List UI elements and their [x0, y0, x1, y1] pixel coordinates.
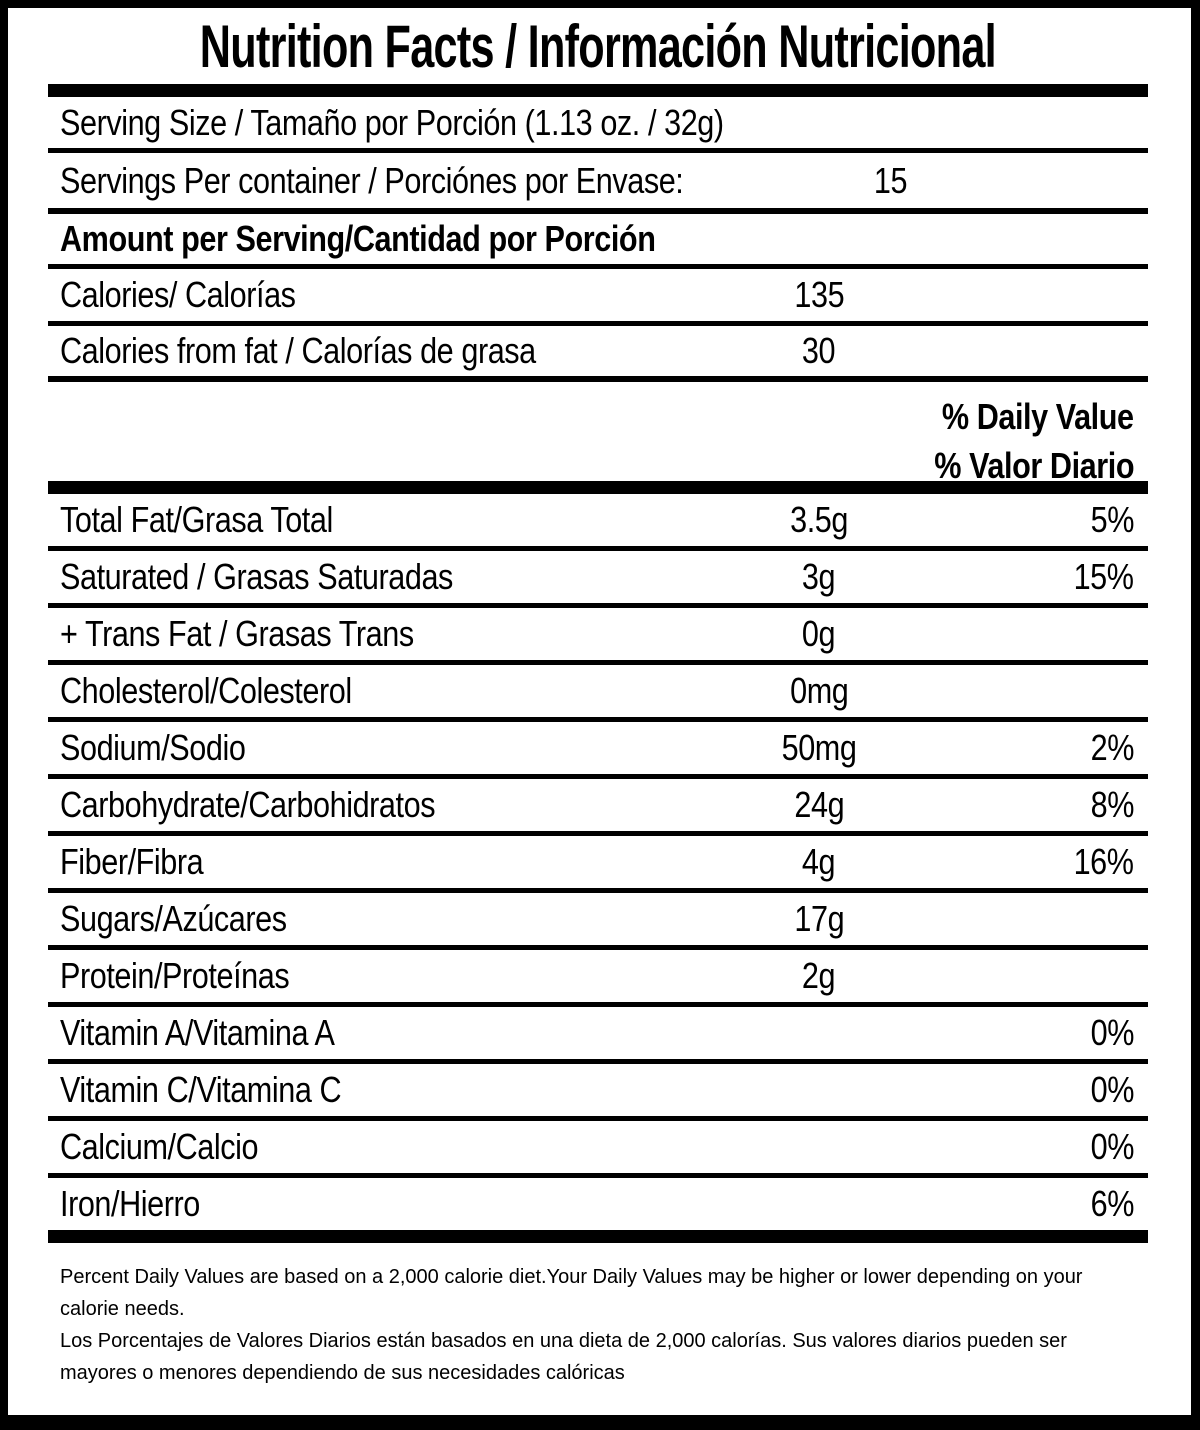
nutrient-label: Sugars/Azúcares: [60, 898, 287, 939]
nutrient-label: Vitamin C/Vitamina C: [60, 1069, 342, 1110]
nutrient-row-sodium: [48, 722, 1148, 779]
calories-from-fat-value-cell: [694, 330, 944, 372]
daily-value-header-es-line: [48, 441, 1134, 490]
nutrient-row-saturated-fat: [48, 551, 1148, 608]
nutrient-amount: 17g: [794, 898, 844, 939]
calories-label-cell: [48, 274, 694, 316]
servings-per-container-label: Servings Per container / Porciónes por Envase:: [60, 159, 684, 201]
serving-size-cell: [48, 102, 1148, 144]
nutrient-row-calcium: [48, 1121, 1148, 1178]
nutrient-dv: 6%: [1090, 1183, 1134, 1224]
calories-from-fat-label: Calories from fat / Calorías de grasa: [60, 330, 536, 371]
nutrient-label: Total Fat/Grasa Total: [60, 499, 333, 540]
nutrient-dv: 0%: [1090, 1012, 1134, 1053]
nutrient-row-carbohydrate: [48, 779, 1148, 836]
nutrient-row-sugars: [48, 893, 1148, 950]
nutrient-dv: 0%: [1090, 1126, 1134, 1167]
daily-value-header-block: [48, 382, 1148, 494]
nutrient-amount: 0mg: [789, 670, 849, 711]
nutrient-row-cholesterol: [48, 665, 1148, 722]
amount-per-serving-header: Amount per Serving/Cantidad por Porción: [60, 218, 656, 259]
nutrient-label: Sodium/Sodio: [60, 727, 246, 768]
nutrient-amount: 4g: [802, 841, 836, 882]
nutrient-row-iron: [48, 1178, 1148, 1243]
calories-label: Calories/ Calorías: [60, 274, 296, 315]
nutrient-dv: 16%: [1074, 841, 1134, 882]
servings-per-container-row: [48, 153, 1148, 214]
nutrient-row-trans-fat: [48, 608, 1148, 665]
nutrients-table: [48, 494, 1148, 1243]
nutrient-row-vitamin-c: [48, 1064, 1148, 1121]
amount-per-serving-row: [48, 214, 1148, 269]
nutrient-amount: 50mg: [781, 727, 857, 768]
nutrient-dv: 5%: [1090, 499, 1134, 540]
calories-from-fat-label-cell: [48, 330, 694, 372]
calories-row: [48, 269, 1148, 326]
nutrient-row-vitamin-a: [48, 1007, 1148, 1064]
amount-per-serving-cell: [48, 218, 1148, 260]
nutrient-dv: 15%: [1074, 556, 1134, 597]
daily-value-header-en: % Daily Value: [942, 395, 1134, 437]
servings-per-container-cell: [48, 160, 793, 202]
nutrient-amount: 3.5g: [790, 499, 848, 540]
calories-from-fat-row: [48, 326, 1148, 382]
nutrient-dv: 0%: [1090, 1069, 1134, 1110]
calories-value-cell: [694, 274, 944, 316]
nutrient-label: Carbohydrate/Carbohidratos: [60, 784, 436, 825]
nutrient-label: Iron/Hierro: [60, 1183, 200, 1224]
nutrient-amount: 24g: [794, 784, 844, 825]
serving-size-label: Serving Size / Tamaño por Porción (1.13 oz. / 32g): [60, 101, 724, 143]
nutrient-dv: 8%: [1090, 784, 1134, 825]
nutrient-amount: 0g: [802, 613, 836, 654]
nutrient-amount: 2g: [802, 955, 836, 996]
nutrient-label: Saturated / Grasas Saturadas: [60, 556, 453, 597]
divider-thick-top: [48, 84, 1148, 97]
servings-per-container-value: 15: [873, 159, 907, 201]
footnote-english: Percent Daily Values are based on a 2,000 calorie diet.Your Daily Values may be higher or lower depending on your calorie needs.: [60, 1266, 1083, 1320]
label-title: Nutrition Facts / Información Nutricional: [199, 12, 997, 80]
servings-per-container-value-cell: [793, 160, 987, 202]
nutrient-label: Protein/Proteínas: [60, 955, 290, 996]
nutrient-row-fiber: [48, 836, 1148, 893]
daily-value-header-es: % Valor Diario: [934, 444, 1134, 486]
nutrient-dv: 2%: [1090, 727, 1134, 768]
nutrient-label: + Trans Fat / Grasas Trans: [60, 613, 414, 654]
nutrient-row-protein: [48, 950, 1148, 1007]
serving-size-row: [48, 97, 1148, 153]
footnotes: [48, 1243, 1148, 1389]
nutrient-label: Vitamin A/Vitamina A: [60, 1012, 335, 1053]
nutrient-row-total-fat: [48, 494, 1148, 551]
calories-value: 135: [794, 274, 844, 315]
nutrient-label: Calcium/Calcio: [60, 1126, 259, 1167]
label-title-block: [48, 8, 1148, 84]
nutrient-amount: 3g: [802, 556, 836, 597]
daily-value-header-en-line: [48, 392, 1134, 441]
footnote-spanish: Los Porcentajes de Valores Diarios están basados en una dieta de 2,000 calorías. Sus valores diarios pueden ser mayores o menores dependiendo de sus necesidades calóricas: [60, 1330, 1067, 1384]
nutrient-label: Cholesterol/Colesterol: [60, 670, 352, 711]
calories-from-fat-value: 30: [802, 330, 836, 371]
nutrient-label: Fiber/Fibra: [60, 841, 204, 882]
